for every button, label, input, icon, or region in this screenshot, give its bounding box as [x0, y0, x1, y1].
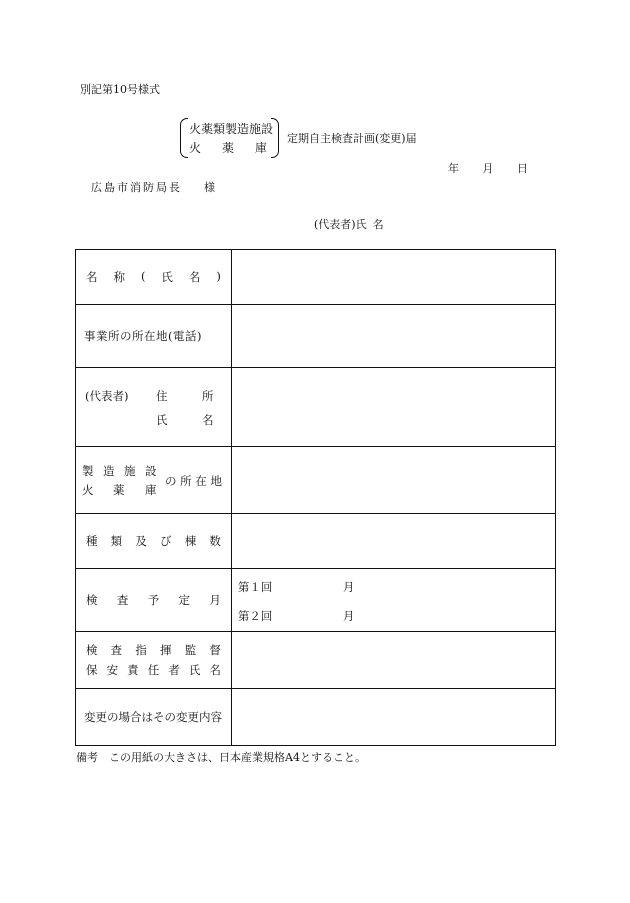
office-location-field[interactable]: [231, 305, 555, 368]
inspection-1-month: 月: [342, 580, 355, 594]
change-details-field[interactable]: [231, 689, 555, 746]
title-bracket-line2: 火 薬 庫: [189, 141, 267, 155]
form-number: 別記第10号様式: [80, 83, 160, 96]
schedule-field[interactable]: [231, 569, 555, 632]
remarks: 備考 この用紙の大きさは、日本産業規格A4とすること。: [76, 751, 366, 764]
office-location-label: 事業所の所在地(電話): [76, 305, 232, 368]
addressee-name: 広島市消防局長: [91, 181, 182, 194]
change-details-label: 変更の場合はその変更内容: [76, 689, 232, 746]
name-field[interactable]: [231, 250, 555, 305]
title-main: 定期自主検査計画(変更)届: [287, 132, 417, 145]
supervisor-field[interactable]: [231, 632, 555, 689]
form-table: [75, 249, 556, 746]
inspection-1-label: 第１回: [237, 580, 273, 594]
left-brace: [180, 118, 188, 158]
facility-location-label: 製 造 施 設 火 薬 庫 の 所 在 地: [76, 447, 232, 514]
name-label: 名 称 ( 氏 名 ): [76, 250, 232, 305]
inspection-2-month: 月: [342, 609, 355, 623]
table-row: [76, 632, 556, 689]
date-year: 年: [448, 162, 459, 175]
table-row: [76, 250, 556, 305]
kind-count-field[interactable]: [231, 514, 555, 569]
right-brace: [271, 118, 279, 158]
date-day: 日: [517, 162, 528, 175]
table-row: [76, 305, 556, 368]
table-row: [76, 569, 556, 632]
date-month: 月: [482, 162, 494, 175]
kind-count-label: 種 類 及 び 棟 数: [76, 514, 232, 569]
representative-name-line: (代表者)氏 名: [314, 218, 384, 231]
supervisor-label: 検 査 指 揮 監 督 保 安 責 任 者 氏 名: [76, 632, 232, 689]
representative-field[interactable]: [231, 368, 555, 447]
table-row: [76, 514, 556, 569]
addressee: [91, 179, 217, 195]
date-row: [448, 160, 528, 176]
table-row: [76, 447, 556, 514]
addressee-honorific: 様: [204, 181, 217, 194]
inspection-2-label: 第２回: [237, 609, 273, 623]
table-row: [76, 368, 556, 447]
table-row: [76, 689, 556, 746]
facility-location-field[interactable]: [231, 447, 555, 514]
representative-label: (代表者) 住 所 氏 名: [76, 368, 232, 447]
title-bracket-line1: 火薬類製造施設: [189, 122, 274, 136]
schedule-label: 検 査 予 定 月: [76, 569, 232, 632]
